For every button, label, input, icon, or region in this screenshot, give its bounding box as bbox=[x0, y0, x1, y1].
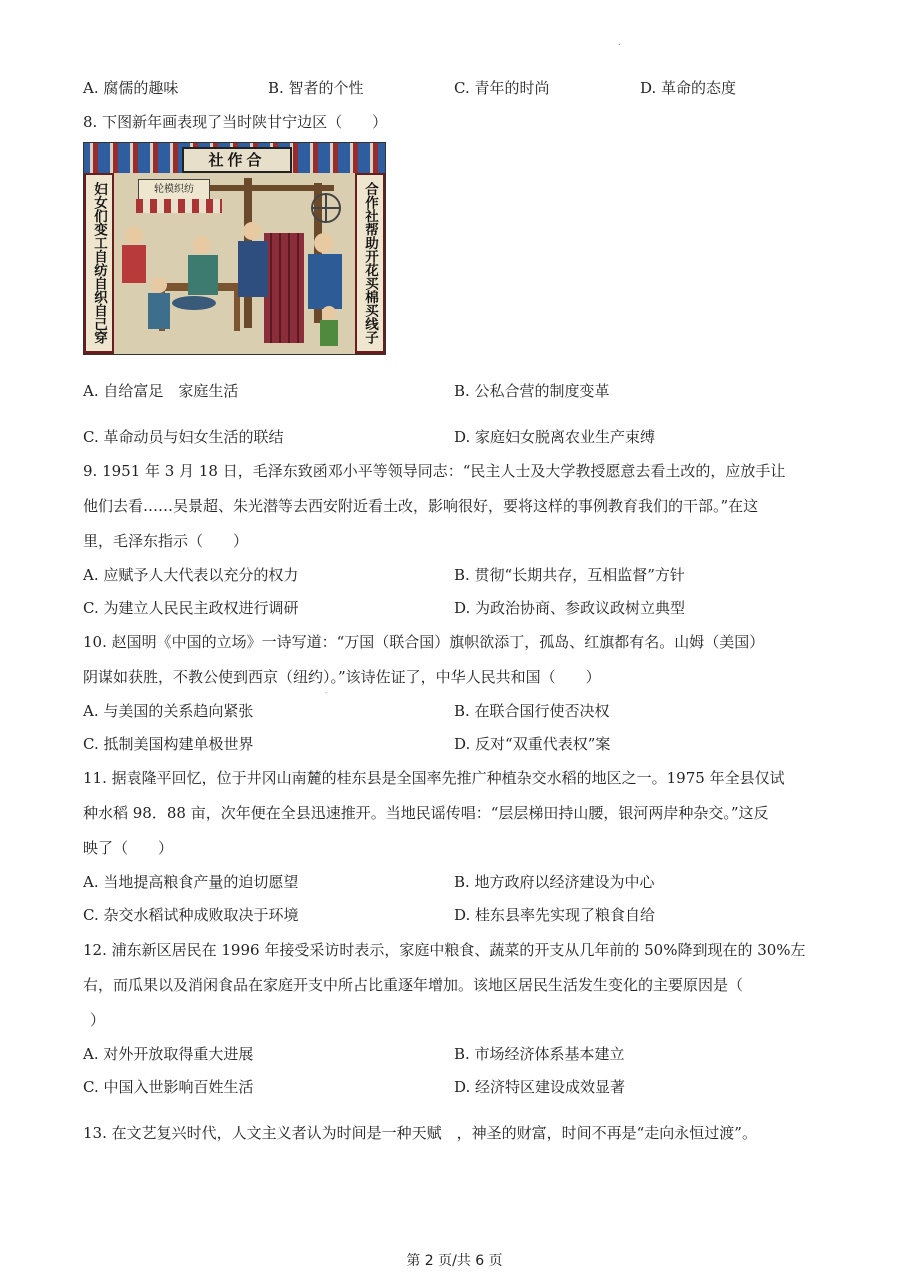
q9-option-c: C. 为建立人民民主政权进行调研 bbox=[83, 599, 299, 617]
q11-line-3: 映了（ ） bbox=[83, 839, 174, 857]
q12-option-c: C. 中国入世影响百姓生活 bbox=[83, 1078, 254, 1096]
painting-awning bbox=[136, 199, 222, 213]
new-year-painting bbox=[83, 142, 386, 355]
q12-line-2: 右，而瓜果以及消闲食品在家庭开支中所占比重逐年增加。该地区居民生活发生变化的主要原因是（ bbox=[83, 976, 744, 994]
q8-option-c: C. 革命动员与妇女生活的联结 bbox=[83, 428, 284, 446]
q10-option-b: B. 在联合国行使否决权 bbox=[454, 702, 610, 720]
q12-option-b: B. 市场经济体系基本建立 bbox=[454, 1045, 625, 1063]
q10-line-2: 阴谋如获胜，不教公使到西京（纽约）。”该诗佐证了，中华人民共和国（ ） bbox=[83, 668, 601, 686]
q9-option-b: B. 贯彻“长期共存，互相监督”方针 bbox=[454, 566, 685, 584]
q9-option-a: A. 应赋予人大代表以充分的权力 bbox=[83, 566, 299, 584]
q7-option-d: D. 革命的态度 bbox=[640, 79, 737, 97]
page-footer: 第 2 页/共 6 页 bbox=[406, 1253, 503, 1269]
q9-line-1: 9. 1951 年 3 月 18 日，毛泽东致函邓小平等领导同志：“民主人士及大学教授愿意去看土改的，应放手让 bbox=[83, 462, 786, 480]
q10-option-a: A. 与美国的关系趋向紧张 bbox=[83, 702, 254, 720]
q7-option-a: A. 腐儒的趣味 bbox=[83, 79, 179, 97]
q10-option-c: C. 抵制美国构建单极世界 bbox=[83, 735, 254, 753]
q12-line-3: ） bbox=[90, 1011, 106, 1029]
painting-title: 社作合 bbox=[182, 147, 292, 173]
q11-option-b: B. 地方政府以经济建设为中心 bbox=[454, 873, 655, 891]
q8-option-b: B. 公私合营的制度变革 bbox=[454, 382, 610, 400]
q9-line-2: 他们去看……吴景超、朱光潜等去西安附近看土改，影响很好，要将这样的事例教育我们的干部。”在这 bbox=[83, 497, 759, 515]
q11-line-1: 11. 据袁隆平回忆，位于井冈山南麓的桂东县是全国率先推广种植杂交水稻的地区之一。1975 年全县仅试 bbox=[83, 769, 785, 787]
q7-option-c: C. 青年的时尚 bbox=[454, 79, 550, 97]
q11-option-d: D. 桂东县率先实现了粮食自给 bbox=[454, 906, 656, 924]
q12-line-1: 12. 浦东新区居民在 1996 年接受采访时表示，家庭中粮食、蔬菜的开支从几年前的 50%降到现在的 30%左 bbox=[83, 941, 806, 959]
q8-stem: 8. 下图新年画表现了当时陕甘宁边区（ ） bbox=[83, 113, 388, 131]
q8-option-a: A. 自给富足 家庭生活 bbox=[83, 382, 239, 400]
page-mark: . bbox=[618, 38, 621, 47]
q11-line-2: 种水稻 98．88 亩，次年便在全县迅速推开。当地民谣传唱：“层层梯田持山腰，银河两岸种杂交。”这反 bbox=[83, 804, 769, 822]
painting-left-caption: 妇女们变工自纺自织自己穿 bbox=[86, 175, 112, 351]
q9-option-d: D. 为政治协商、参政议政树立典型 bbox=[454, 599, 686, 617]
q10-option-d: D. 反对“双重代表权”案 bbox=[454, 735, 611, 753]
q12-option-a: A. 对外开放取得重大进展 bbox=[83, 1045, 254, 1063]
q10-line-1: 10. 赵国明《中国的立场》一诗写道：“万国（联合国）旗帜欲添丁，孤岛、红旗都有名。山姆（美国） bbox=[83, 633, 765, 651]
q8-option-d: D. 家庭妇女脱离农业生产束缚 bbox=[454, 428, 656, 446]
q12-option-d: D. 经济特区建设成效显著 bbox=[454, 1078, 626, 1096]
q7-option-b: B. 智者的个性 bbox=[268, 79, 364, 97]
q9-line-3: 里，毛泽东指示（ ） bbox=[83, 532, 249, 550]
q13-line-1: 13. 在文艺复兴时代，人文主义者认为时间是一种天赋 ，神圣的财富，时间不再是“走向永恒过渡”。 bbox=[83, 1124, 757, 1142]
q11-option-a: A. 当地提高粮食产量的迫切愿望 bbox=[83, 873, 299, 891]
stray-mark: - bbox=[325, 688, 328, 697]
painting-right-caption: 合作社帮助开花买棉买线子 bbox=[357, 175, 383, 351]
q11-option-c: C. 杂交水稻试种成败取决于环境 bbox=[83, 906, 299, 924]
painting-sign: 轮模织纺 bbox=[138, 179, 210, 201]
